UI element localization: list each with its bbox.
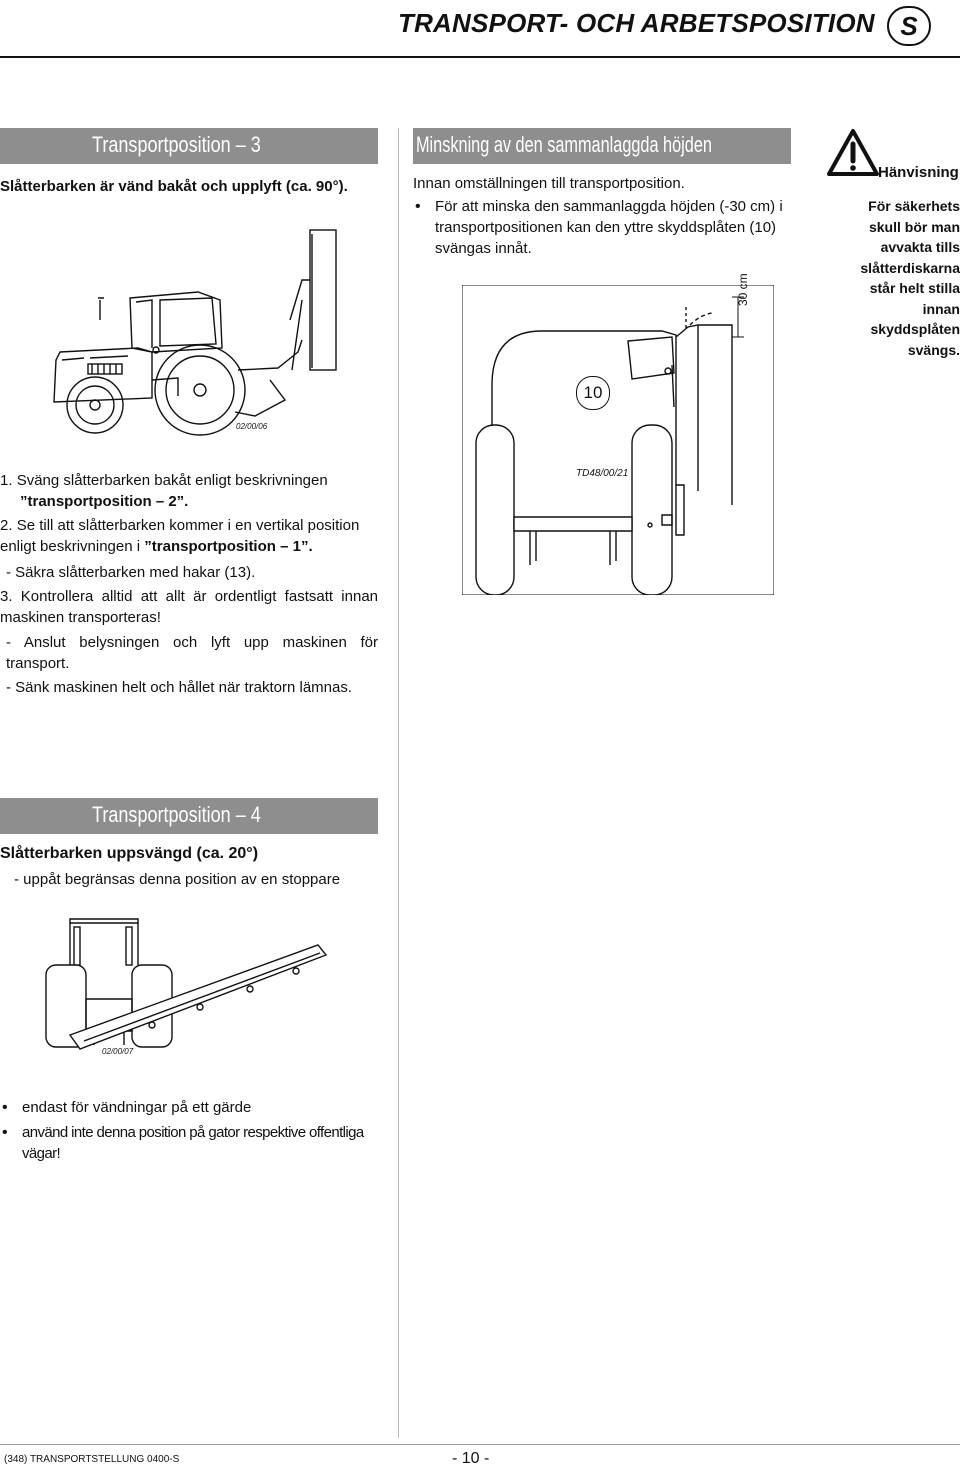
tractor-front-figure	[40, 915, 330, 1075]
step-3	[0, 586, 378, 628]
step-2-number: 2.	[0, 517, 13, 534]
step-2	[0, 515, 378, 557]
machine-drawing	[462, 285, 774, 595]
tractor-front-drawing	[46, 919, 326, 1049]
section-bar-transport-3	[0, 128, 378, 164]
step-1-reference: ”transportposition – 2”.	[20, 493, 189, 510]
callout-number: 10	[583, 383, 603, 402]
section3-intro: Slåtterbarken är vänd bakåt och upplyft (ca. 90°).	[0, 178, 348, 195]
language-badge: S	[887, 6, 931, 46]
section-bar-title: Transportposition – 3	[92, 132, 261, 157]
section4-line: - uppåt begränsas denna position av en stoppare	[14, 871, 341, 888]
step-3-text: Kontrollera alltid att allt är ordentligt fastsatt innan maskinen transporteras!	[0, 588, 379, 626]
reduction-bullets	[413, 196, 795, 259]
warning-icon	[826, 128, 880, 178]
page-number: - 10 -	[452, 1450, 490, 1467]
section-bar-height-reduction	[413, 128, 791, 164]
dimension-label-30cm: 30 cm	[736, 273, 750, 306]
tractor-drawing	[54, 230, 336, 435]
step-2-text: Se till att slåtterbarken kommer i en vertikal position enligt beskrivningen i	[0, 517, 360, 555]
reduction-intro: Innan omställningen till transportposition.	[413, 175, 685, 192]
note-text: För säkerhets skull bör man avvakta tills slåtterdiskarna står helt stilla innan skyddsplåten svängs.	[860, 198, 960, 358]
section4-bullets	[0, 1097, 382, 1164]
machine-front-figure	[462, 285, 774, 595]
step-3-sub-1: - Anslut belysningen och lyft upp maskinen för transport.	[6, 634, 378, 672]
step-3-sub-2: - Sänk maskinen helt och hållet när traktorn lämnas.	[6, 679, 353, 696]
section4-bullet-1: • endast för vändningar på ett gärde	[0, 1097, 382, 1118]
callout-10	[576, 376, 610, 410]
header-rule	[0, 56, 960, 58]
section-bar-title: Minskning av den sammanlaggda höjden	[416, 132, 712, 157]
footer-doc-ref: (348) TRANSPORTSTELLUNG 0400-S	[4, 1454, 180, 1465]
tractor-rear-figure	[40, 220, 340, 440]
section4-bullet-2: • använd inte denna position på gator respektive offentliga vägar!	[0, 1122, 382, 1164]
column-separator	[398, 128, 399, 1438]
reduction-bullet: • För att minska den sammanlaggda höjden (-30 cm) i transportpositionen kan den yttre skyddsplåten (10) svängas innåt.	[413, 196, 795, 259]
figure-caption-reduction: TD48/00/21	[576, 468, 629, 479]
page-title: TRANSPORT- OCH ARBETSPOSITION	[398, 8, 875, 38]
step-3-number: 3.	[0, 588, 13, 605]
section-bar-title: Transportposition – 4	[92, 802, 261, 827]
footer-rule	[0, 1444, 960, 1445]
step-2-sub: - Säkra slåtterbarken med hakar (13).	[6, 564, 256, 581]
step-1-text: Sväng slåtterbarken bakåt enligt beskrivningen	[16, 472, 328, 489]
figure-caption-section4: 02/00/07	[102, 1047, 134, 1056]
section4-subtitle: Slåtterbarken uppsvängd (ca. 20°)	[0, 845, 259, 862]
note-heading: Hänvisning	[878, 164, 959, 181]
section-bar-transport-4	[0, 798, 378, 834]
step-1-number: 1.	[0, 472, 13, 489]
figure-caption-section3: 02/00/06	[236, 422, 268, 431]
step-2-reference: ”transportposition – 1”.	[144, 538, 313, 555]
step-1	[0, 470, 378, 512]
